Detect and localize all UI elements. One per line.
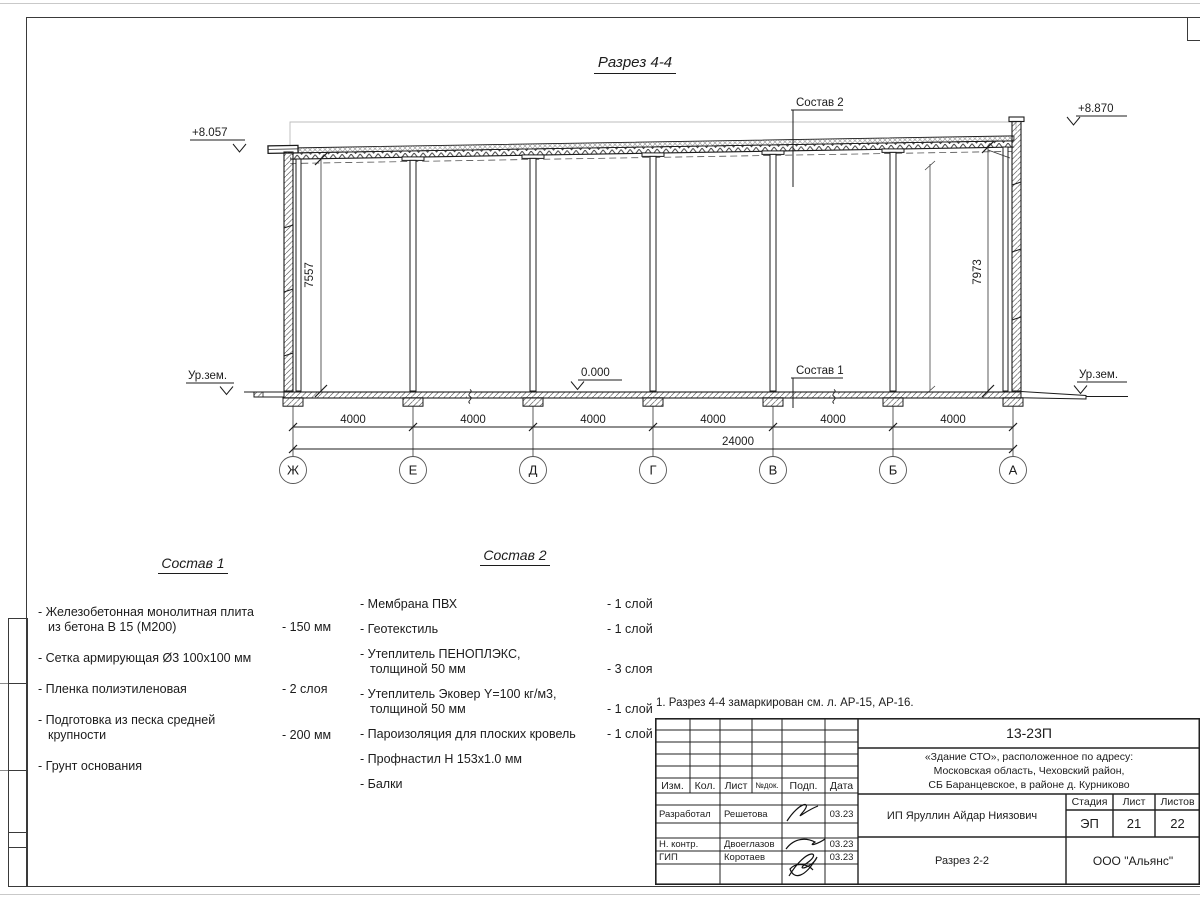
col-header-ndok: №док. bbox=[755, 781, 779, 790]
list-item: - Утеплитель ПЕНОПЛЭКС, толщиной 50 мм - 3 слоя bbox=[360, 647, 653, 676]
designer-org: ИП Яруллин Айдар Ниязович bbox=[886, 809, 1038, 822]
row-role: Разработал bbox=[659, 808, 711, 820]
dim-label: 4000 bbox=[700, 414, 726, 426]
svg-text:Ур.зем.: Ур.зем. bbox=[1079, 369, 1119, 381]
composition-2-title: Состав 2 bbox=[360, 548, 670, 566]
dim-label: 4000 bbox=[580, 414, 606, 426]
dim-label-total: 24000 bbox=[722, 436, 754, 448]
dim-label: 4000 bbox=[340, 414, 366, 426]
list-item: - Сетка армирующая Ø3 100х100 мм bbox=[38, 651, 252, 665]
row-date: 03.23 bbox=[829, 852, 854, 863]
right-parapet bbox=[1009, 117, 1024, 391]
svg-text:Ж: Ж bbox=[286, 462, 300, 478]
list-item: - Грунт основания bbox=[38, 759, 143, 773]
composition-1-list bbox=[38, 556, 348, 790]
composition-2-list bbox=[360, 548, 670, 802]
project-description: «Здание СТО», расположенное по адресу: Московская область, Чеховский район, СБ Баранцевское, в районе д. Курниково bbox=[924, 751, 1134, 791]
signature bbox=[786, 805, 825, 876]
organization: ООО "Альянс" bbox=[1092, 854, 1174, 868]
dim-label: 4000 bbox=[940, 414, 966, 426]
dim-label: 4000 bbox=[820, 414, 846, 426]
col-header-podp: Подп. bbox=[789, 779, 818, 792]
ground-level-right bbox=[1074, 382, 1127, 394]
floor-slab bbox=[244, 392, 1128, 400]
svg-text:Д: Д bbox=[528, 462, 538, 478]
row-date: 03.23 bbox=[829, 839, 854, 850]
row-name: Решетова bbox=[724, 808, 768, 820]
list-item: - Геотекстиль - 1 слой bbox=[360, 622, 653, 636]
list-item: - Мембрана ПВХ - 1 слой bbox=[360, 597, 653, 611]
sheet-title: Разрез 2-2 bbox=[934, 855, 989, 867]
sheets-label: Листов bbox=[1160, 796, 1195, 808]
col-header-kol: Кол. bbox=[694, 779, 716, 792]
list-item: - Пленка полиэтиленовая - 2 слоя bbox=[38, 682, 328, 696]
stage-value: ЭП bbox=[1080, 816, 1099, 831]
sheet-label: Лист bbox=[1122, 796, 1146, 808]
svg-text:А: А bbox=[1008, 462, 1018, 478]
left-wall bbox=[284, 152, 293, 391]
ground-level-left bbox=[186, 383, 234, 395]
title-block bbox=[655, 718, 1200, 885]
footings bbox=[283, 398, 1023, 406]
dim-label: 4000 bbox=[460, 414, 486, 426]
row-role: ГИП bbox=[659, 852, 678, 863]
callout-floor-label: Состав 1 bbox=[796, 365, 844, 377]
sheets-total: 22 bbox=[1170, 816, 1185, 831]
svg-text:В: В bbox=[768, 462, 778, 478]
elevation-mark-left bbox=[190, 140, 246, 152]
callout-roof-label: Состав 2 bbox=[796, 97, 844, 109]
svg-text:Б: Б bbox=[888, 462, 898, 478]
axis-labels bbox=[287, 463, 1018, 478]
composition-1-title: Состав 1 bbox=[38, 556, 348, 574]
list-item: - Утеплитель Эковер Y=100 кг/м3, толщиной 50 мм - 1 слой bbox=[360, 687, 653, 716]
svg-text:7973: 7973 bbox=[972, 259, 984, 285]
stage-label: Стадия bbox=[1071, 796, 1108, 808]
list-item: - Подготовка из песка средней крупности - 200 мм bbox=[38, 713, 332, 742]
sheet-number: 21 bbox=[1126, 816, 1142, 831]
svg-text:Е: Е bbox=[408, 462, 418, 478]
drawing-title: Разрез 4-4 bbox=[540, 54, 730, 74]
svg-text:Г: Г bbox=[649, 462, 657, 478]
col-header-list: Лист bbox=[724, 779, 748, 792]
col-header-data: Дата bbox=[829, 779, 854, 792]
height-dimension-right bbox=[972, 141, 994, 397]
list-item: - Пароизоляция для плоских кровель - 1 слой bbox=[360, 727, 653, 741]
column-axis-zh bbox=[296, 159, 301, 391]
svg-text:7557: 7557 bbox=[304, 262, 316, 288]
svg-text:Ур.зем.: Ур.зем. bbox=[188, 370, 228, 382]
column-axis-a bbox=[1003, 147, 1008, 391]
svg-text:+8.057: +8.057 bbox=[192, 127, 228, 139]
columns bbox=[402, 149, 904, 391]
svg-text:+8.870: +8.870 bbox=[1078, 103, 1114, 115]
row-date: 03.23 bbox=[829, 808, 854, 820]
list-item: - Балки bbox=[360, 777, 403, 791]
height-dimension-left bbox=[304, 153, 327, 397]
list-item: - Профнастил Н 153х1.0 мм bbox=[360, 752, 523, 766]
doc-number: 13-23П bbox=[1006, 725, 1052, 741]
svg-text:0.000: 0.000 bbox=[581, 367, 610, 379]
row-name: Двоеглазов bbox=[724, 839, 775, 850]
sheet-note: 1. Разрез 4-4 замаркирован см. л. АР-15, АР-16. bbox=[656, 697, 914, 709]
col-header-izm: Изм. bbox=[661, 779, 684, 792]
list-item: - Железобетонная монолитная плита из бетона В 15 (М200) - 150 мм bbox=[38, 605, 332, 634]
row-name: Коротаев bbox=[724, 852, 766, 863]
row-role: Н. контр. bbox=[659, 839, 699, 850]
leader-line bbox=[925, 161, 935, 395]
elevation-mark-right bbox=[1067, 116, 1127, 125]
elevation-mark-zero bbox=[571, 380, 622, 390]
